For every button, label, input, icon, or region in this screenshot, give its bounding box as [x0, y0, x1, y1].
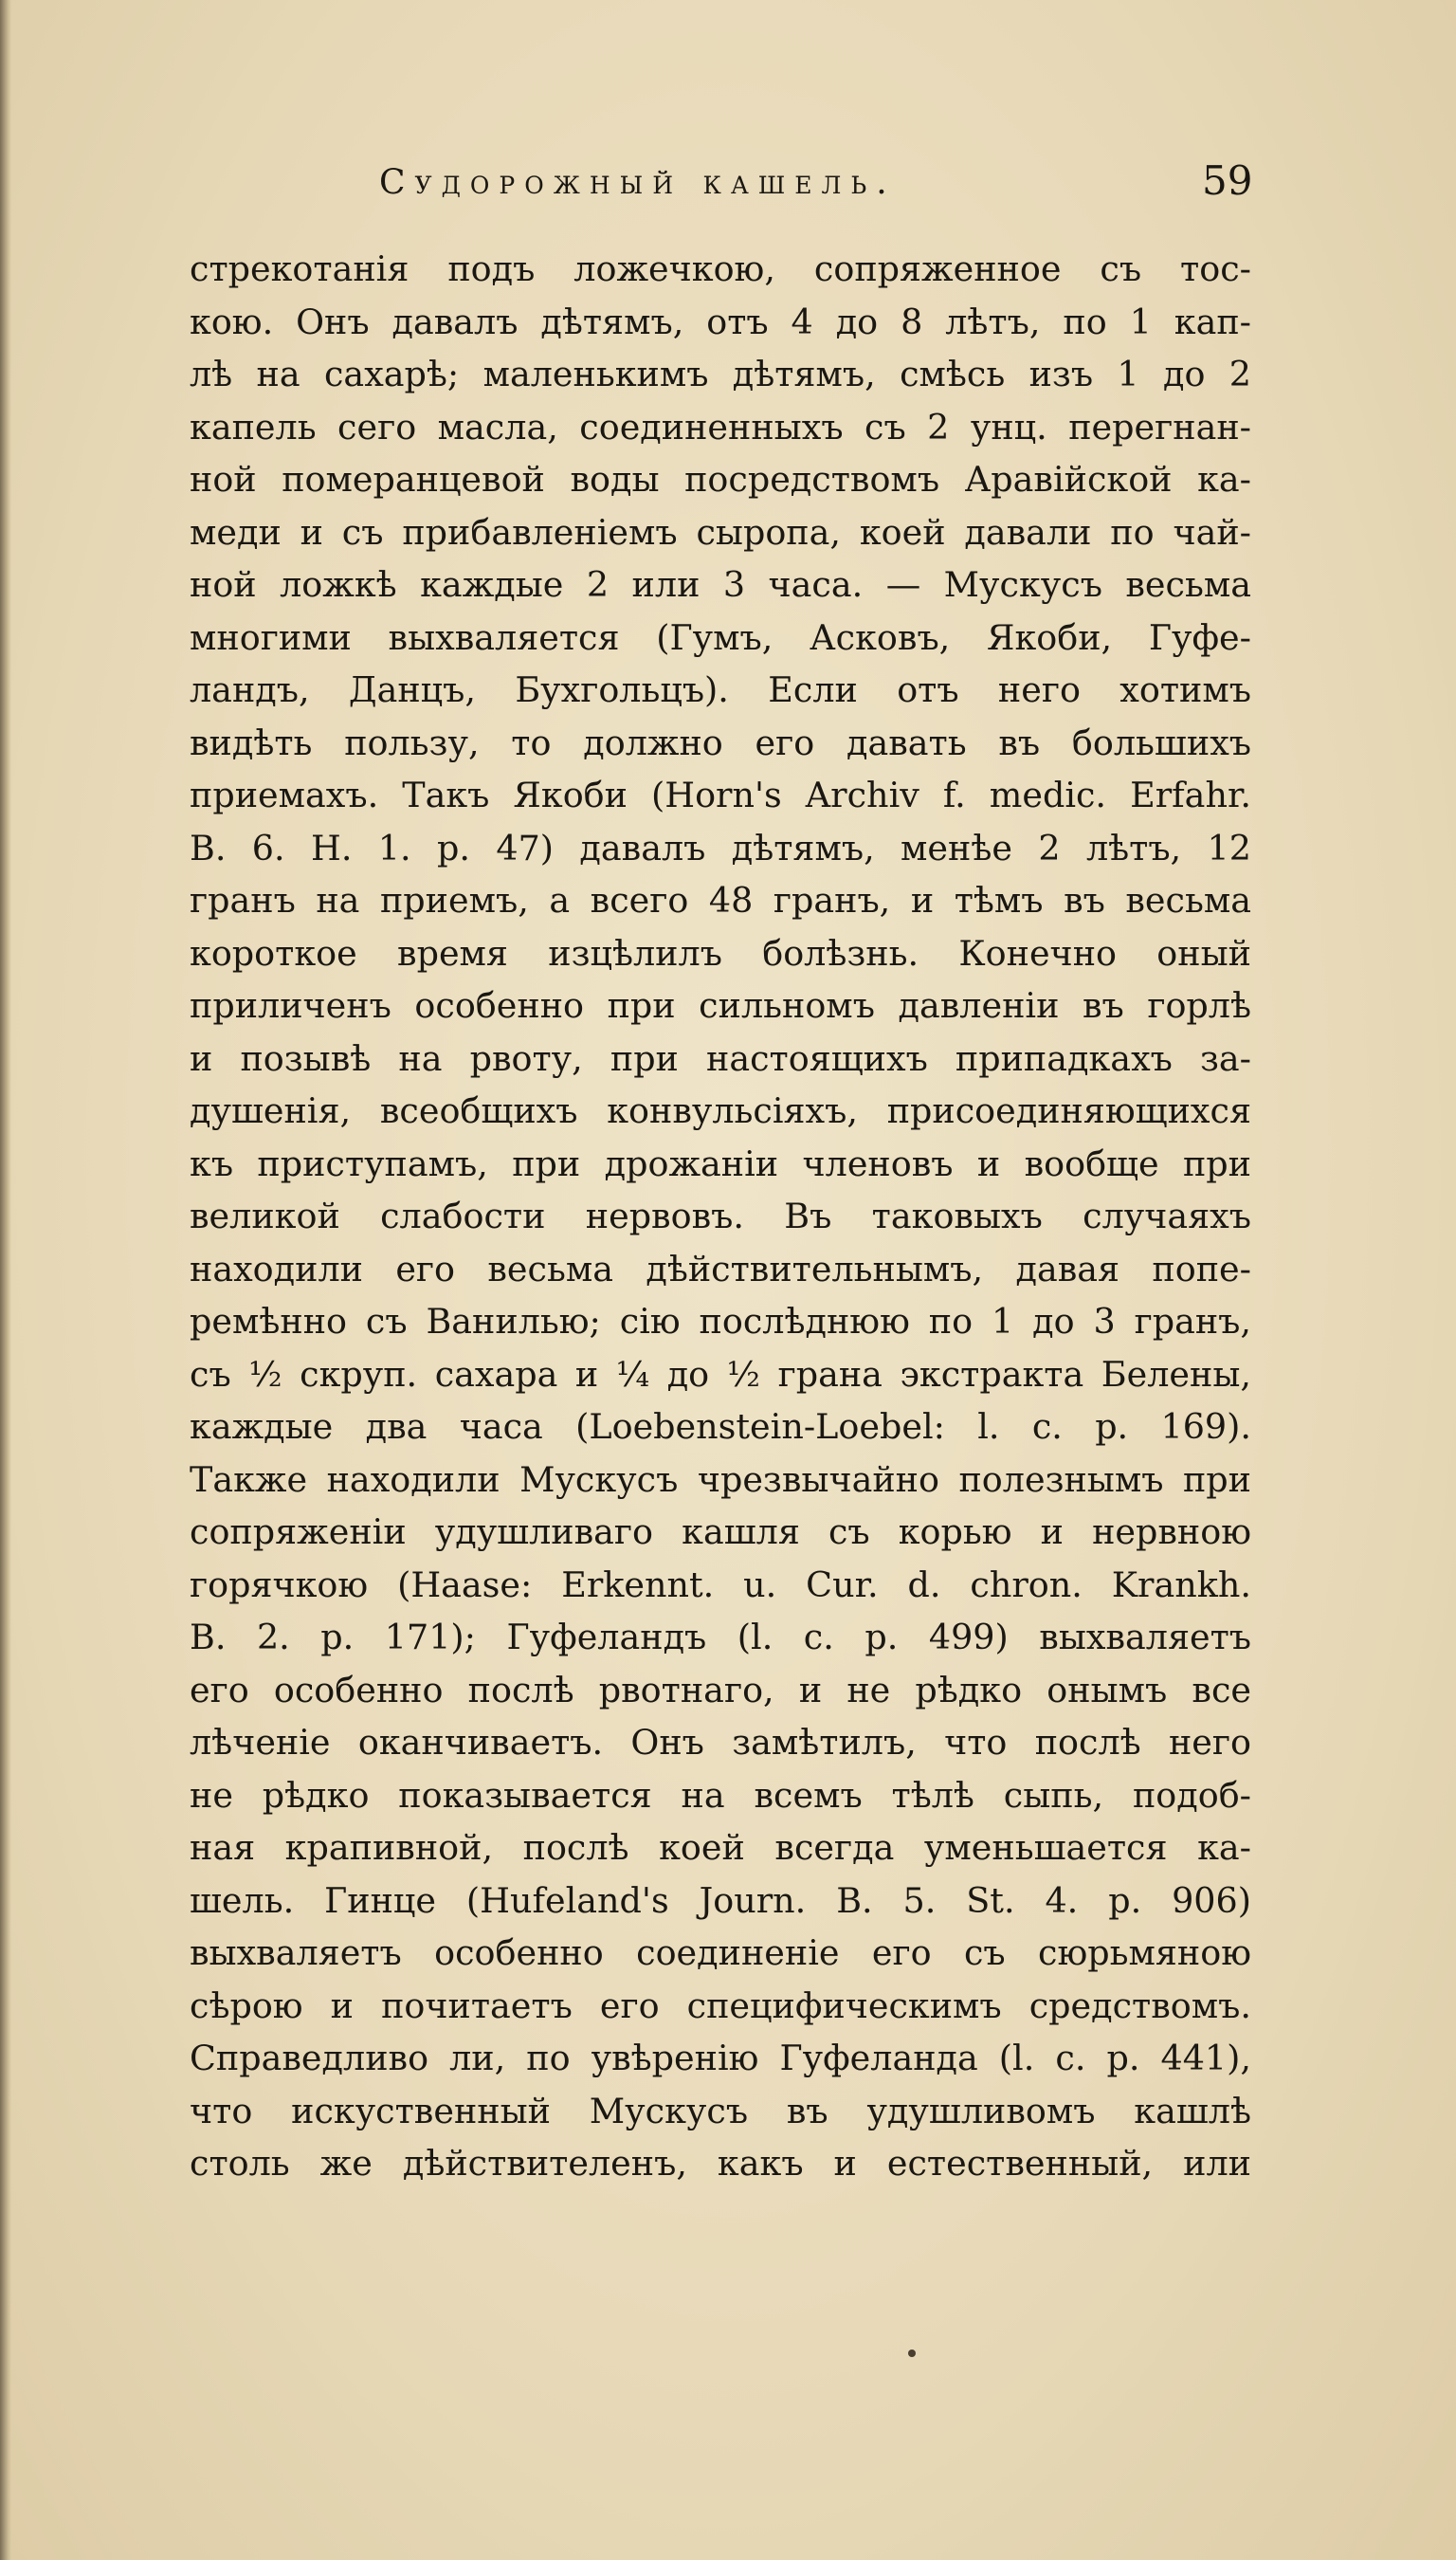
text-line: что искуственный Мускусъ въ удушливомъ кашлѣ: [190, 2090, 1251, 2131]
text-line: Справедливо ли, по увѣренію Гуфеланда (l. c. p. 441),: [190, 2038, 1251, 2078]
text-line: сѣрою и почитаетъ его специфическимъ средствомъ.: [190, 1984, 1251, 2026]
text-line: великой слабости нервовъ. Въ таковыхъ случаяхъ: [190, 1196, 1251, 1236]
text-line: лѣ на сахарѣ; маленькимъ дѣтямъ, смѣсь изъ 1 до 2: [190, 354, 1251, 394]
text-line: гранъ на приемъ, а всего 48 гранъ, и тѣмъ въ весьма: [190, 880, 1251, 921]
text-line: ная крапивной, послѣ коей всегда уменьшается ка-: [190, 1827, 1251, 1868]
text-line: ной ложкѣ каждые 2 или 3 часа. — Мускусъ весьма: [190, 564, 1251, 605]
page-header: [0, 157, 1456, 220]
text-line: сопряженіи удушливаго кашля съ корью и нервною: [190, 1511, 1251, 1552]
text-line: шель. Гинце (Hufeland's Journ. B. 5. St. 4. p. 906): [190, 1879, 1251, 1921]
text-line: душенія, всеобщихъ конвульсіяхъ, присоединяющихся: [190, 1090, 1251, 1131]
page-number: 59: [1202, 157, 1253, 204]
text-line: лѣченіе оканчиваетъ. Онъ замѣтилъ, что послѣ него: [190, 1722, 1251, 1763]
text-line: находили его весьма дѣйствительнымъ, давая попе-: [190, 1248, 1251, 1289]
text-line: къ приступамъ, при дрожаніи членовъ и вообще при: [190, 1143, 1251, 1184]
text-line: кою. Онъ давалъ дѣтямъ, отъ 4 до 8 лѣтъ, по 1 кап-: [190, 301, 1251, 342]
text-line: капель сего масла, соединенныхъ съ 2 унц. перегнан-: [190, 406, 1251, 448]
text-line: и позывѣ на рвоту, при настоящихъ припадкахъ за-: [190, 1037, 1251, 1079]
text-line: приличенъ особенно при сильномъ давленіи въ горлѣ: [190, 985, 1251, 1026]
text-line: многими выхваляется (Гумъ, Асковъ, Якоби, Гуфе-: [190, 616, 1251, 658]
text-line: меди и съ прибавленіемъ сыропа, коей давали по чай-: [190, 511, 1251, 553]
text-line: ной померанцевой воды посредствомъ Аравійской ка-: [190, 459, 1251, 500]
body-text: [190, 243, 1251, 2190]
text-line: короткое время изцѣлилъ болѣзнь. Конечно оный: [190, 932, 1251, 974]
text-line: стрекотанія подъ ложечкою, сопряженное съ тос-: [190, 248, 1251, 289]
running-title: Судорожный кашель.: [379, 163, 897, 202]
text-line: B. 2. p. 171); Гуфеландъ (l. c. p. 499) выхваляетъ: [190, 1617, 1251, 1657]
text-line: не рѣдко показывается на всемъ тѣлѣ сыпь, подоб-: [190, 1774, 1251, 1816]
text-line: Также находили Мускусъ чрезвычайно полезнымъ при: [190, 1458, 1251, 1500]
text-line: ландъ, Данцъ, Бухгольцъ). Если отъ него хотимъ: [190, 669, 1251, 710]
text-line: столь же дѣйствителенъ, какъ и естественный, или: [190, 2143, 1251, 2184]
ink-speck: [908, 2350, 916, 2357]
text-line: его особенно послѣ рвотнаго, и не рѣдко онымъ все: [190, 1669, 1251, 1710]
text-line: ремѣнно съ Ванилью; сію послѣднюю по 1 до 3 гранъ,: [190, 1301, 1251, 1342]
text-line: выхваляетъ особенно соединеніе его съ сюрьмяною: [190, 1932, 1251, 1973]
text-line: горячкою (Haase: Erkennt. u. Cur. d. chron. Krankh.: [190, 1563, 1251, 1605]
text-line: приемахъ. Такъ Якоби (Horn's Archiv f. medic. Erfahr.: [190, 775, 1251, 815]
text-line: съ ½ скруп. сахара и ¼ до ½ грана экстракта Белены,: [190, 1353, 1251, 1395]
text-line: видѣть пользу, то должно его давать въ большихъ: [190, 722, 1251, 763]
binding-shadow: [0, 0, 11, 2560]
text-line: B. 6. H. 1. p. 47) давалъ дѣтямъ, менѣе 2 лѣтъ, 12: [190, 827, 1251, 869]
text-line: каждые два часа (Loebenstein-Loebel: l. c. p. 169).: [190, 1406, 1251, 1447]
